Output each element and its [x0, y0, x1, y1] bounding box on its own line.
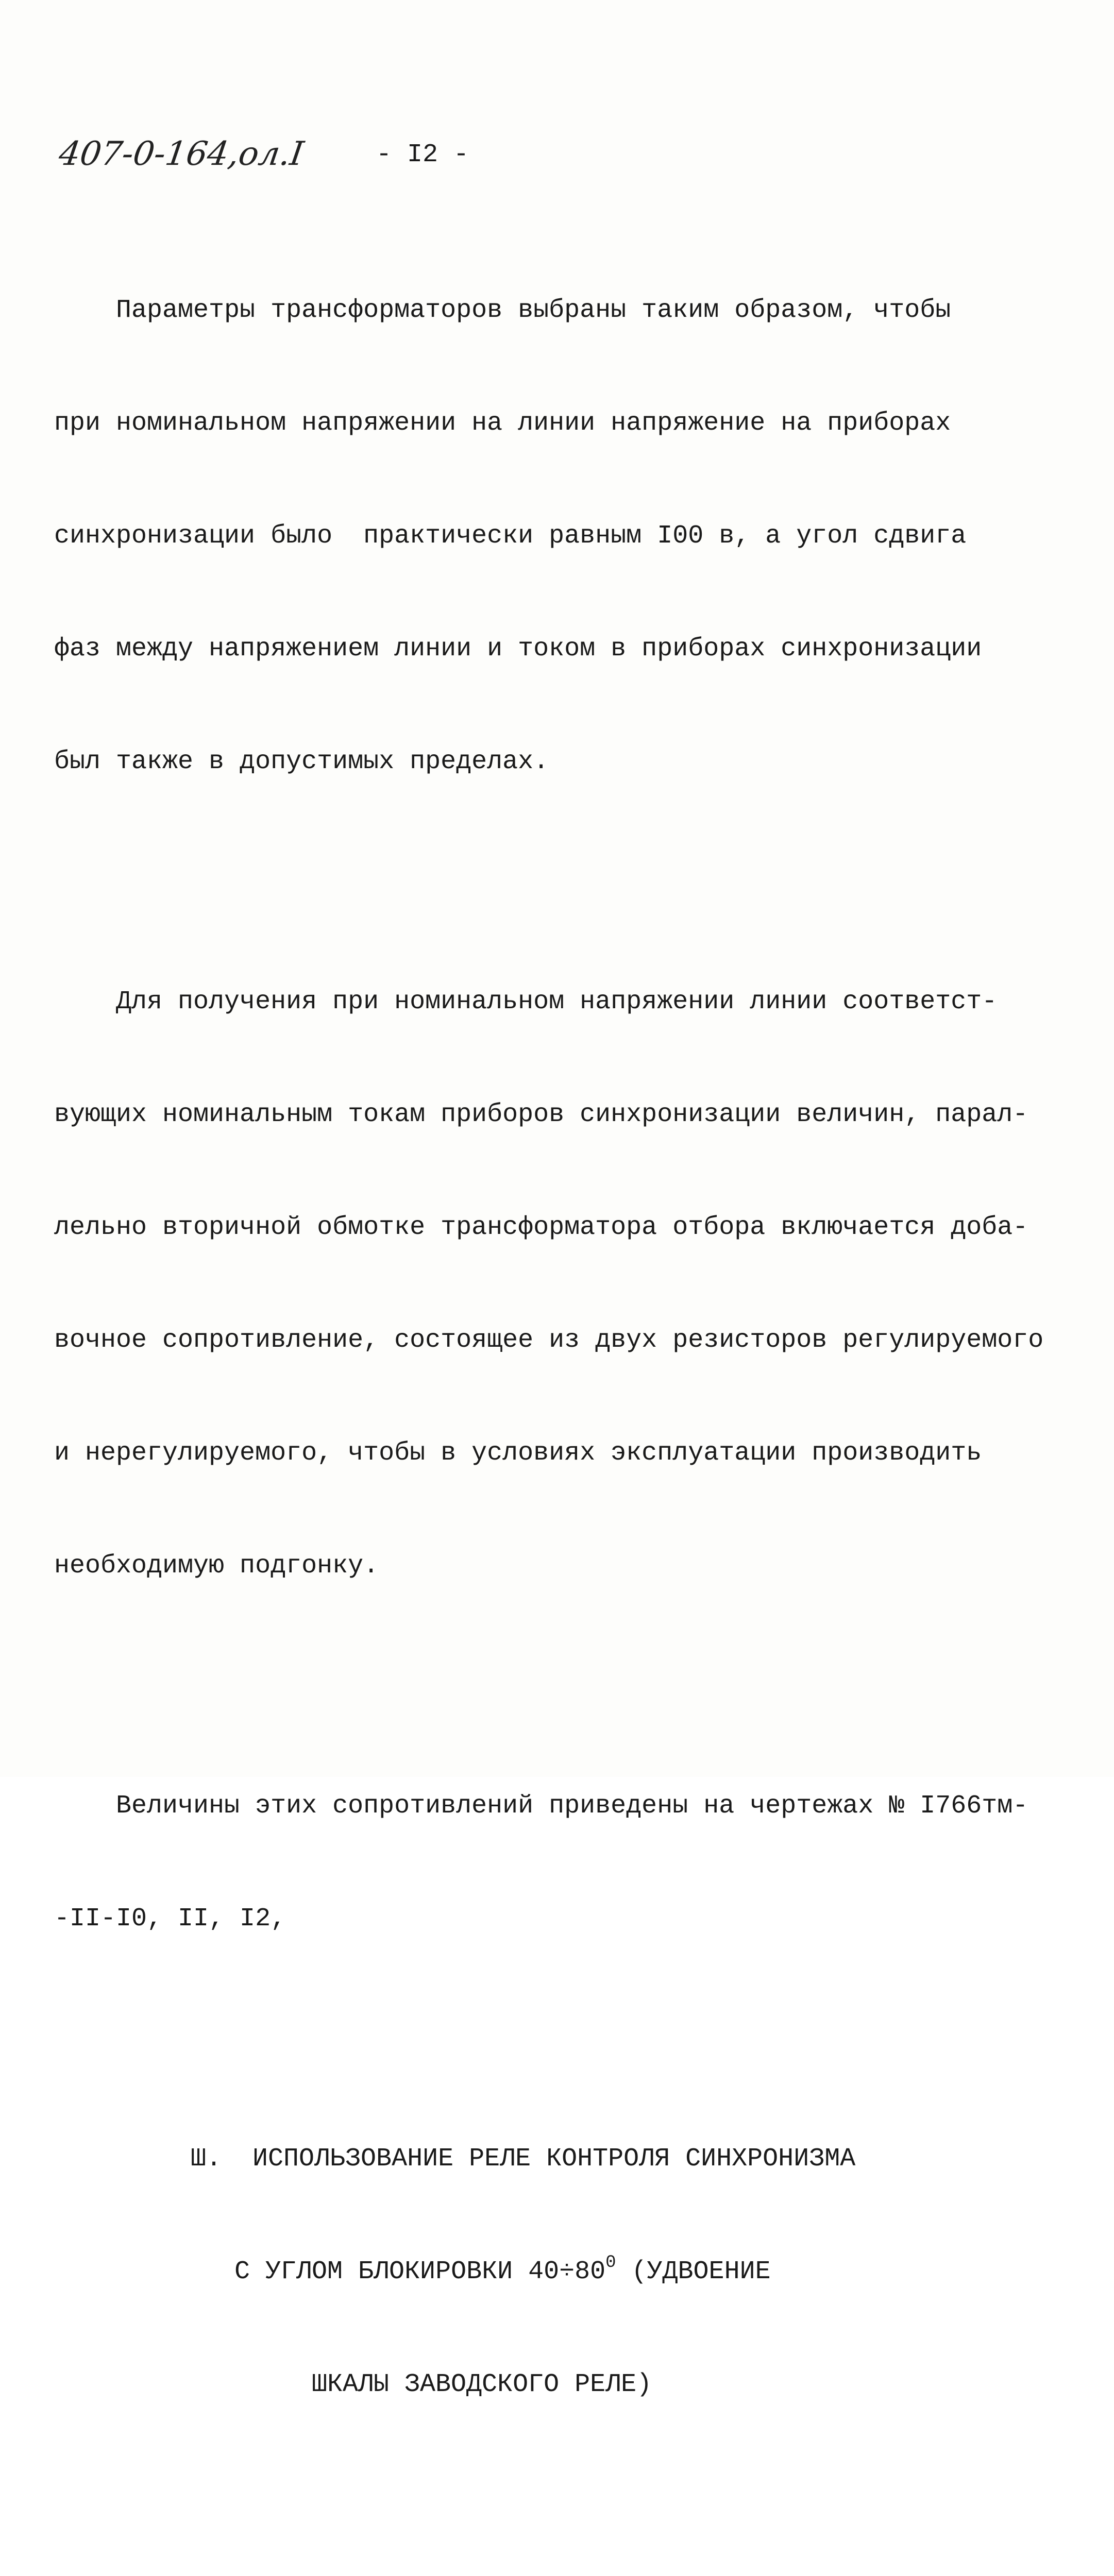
text-line: синхронизации было практически равным I00 в, а угол сдвига: [54, 521, 967, 551]
page-number: - I2 -: [376, 140, 469, 170]
body-text: [54, 216, 1079, 2576]
text-line: вующих номинальным токам приборов синхронизации величин, парал-: [54, 1100, 1028, 1129]
paragraph-relay-description: [54, 2531, 1079, 2576]
text-line: Величины этих сопротивлений приведены на чертежах № I766тм-: [54, 1791, 1028, 1821]
paragraph-additional-resistance: [54, 908, 1079, 1660]
paragraph-resistance-values: [54, 1712, 1079, 2013]
text-line: при номинальном напряжении на линии напряжение на приборах: [54, 409, 951, 438]
text-line: и нерегулируемого, чтобы в условиях эксплуатации производить: [54, 1438, 982, 1468]
text-line: фаз между напряжением линии и током в приборах синхронизации: [54, 634, 982, 664]
text-line: был также в допустимых пределах.: [54, 747, 549, 776]
heading-line-2-text: С УГЛОМ БЛОКИРОВКИ 40÷80: [234, 2257, 606, 2286]
heading-line-2: [54, 2253, 1079, 2291]
heading-line-3: ШКАЛЫ ЗАВОДСКОГО РЕЛЕ): [312, 2370, 652, 2399]
text-line: Для получения при номинальном напряжении линии соответст-: [54, 987, 998, 1016]
document-code: 407-0-164,ол.I: [56, 135, 306, 173]
text-line: Параметры трансформаторов выбраны таким образом, чтобы: [54, 296, 951, 325]
text-line: вочное сопротивление, состоящее из двух резисторов регулируемого: [54, 1326, 1044, 1355]
text-line: необходимую подгонку.: [54, 1551, 379, 1581]
section-heading: [54, 2065, 1079, 2479]
paragraph-transformer-parameters: [54, 216, 1079, 856]
text-line: лельно вторичной обмотке трансформатора отбора включается доба-: [54, 1213, 1028, 1242]
heading-line-1: Ш. ИСПОЛЬЗОВАНИЕ РЕЛЕ КОНТРОЛЯ СИНХРОНИЗМА: [191, 2144, 856, 2174]
page-header: [56, 135, 1038, 192]
degree-superscript: 0: [605, 2253, 616, 2273]
text-line: -II-I0, II, I2,: [54, 1904, 286, 1934]
heading-line-2-tail: (УДВОЕНИЕ: [616, 2257, 771, 2286]
